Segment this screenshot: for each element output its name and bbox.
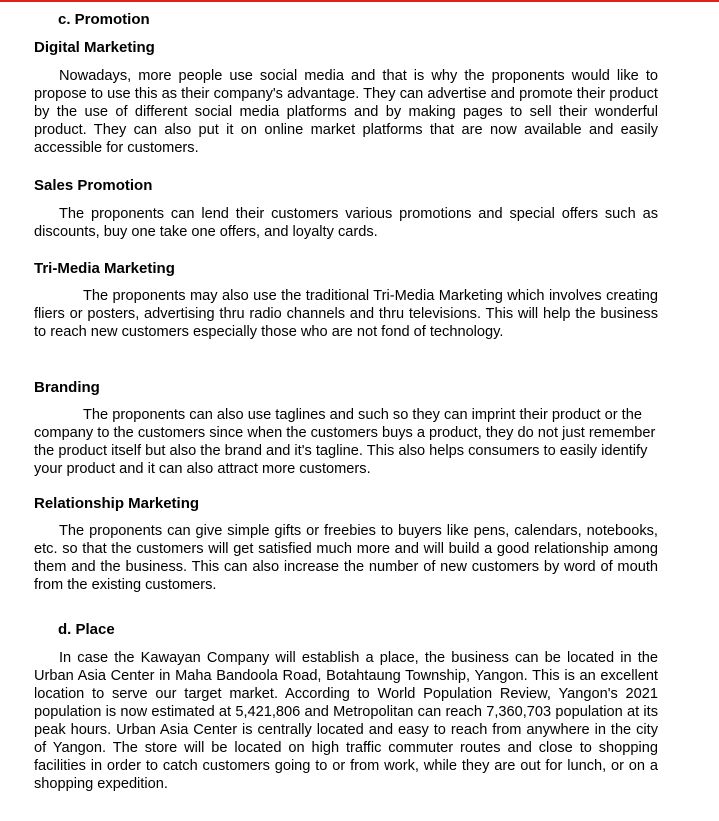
paragraph-relationship-marketing: The proponents can give simple gifts or freebies to buyers like pens, calendars, notebooks, etc. so that the customers will get satisfied much more and will build a good relationship among them and the business. This can also increase the number of new customers by word of mouth from the existing customers.	[34, 523, 658, 593]
heading-sales-promotion: Sales Promotion	[34, 177, 153, 194]
paragraph-branding: The proponents can also use taglines and such so they can imprint their product or the company to the customers since when the customers buys a product, they do not just remember the product itself but also the brand and it's tagline. This also helps consumers to easily identify your product and it can also attract more customers.	[34, 407, 656, 477]
paragraph-place: In case the Kawayan Company will establish a place, the business can be located in the Urban Asia Center in Maha Bandoola Road, Botahtaung Township, Yangon. This is an excellent location to serve our target market. According to World Population Review, Yangon's 2021 population is now estimated at 5,421,806 and Metropolitan can reach 7,360,703 population at its peak hours. Urban Asia Center is centrally located and easy to reach from anywhere in the city of Yangon. The store will be located on high traffic commuter routes and close to shopping facilities in order to catch customers going to or from work, while they are out for lunch, or on a shopping expedition.	[34, 650, 658, 792]
paragraph-digital-marketing: Nowadays, more people use social media and that is why the proponents would like to propose to use this as their company's advantage. They can advertise and promote their product by the use of different social media platforms and by making pages to sell their wonderful product. They can also put it on online market platforms that are now available and easily accessible for customers.	[34, 68, 658, 156]
heading-branding: Branding	[34, 379, 100, 396]
heading-relationship-marketing: Relationship Marketing	[34, 495, 200, 512]
section-title-place: d. Place	[58, 621, 115, 638]
top-red-rule	[0, 0, 719, 2]
paragraph-tri-media-marketing: The proponents may also use the traditional Tri-Media Marketing which involves creating fliers or posters, advertising thru radio channels and thru televisions. This will help the business to reach new customers especially those who are not fond of technology.	[34, 288, 658, 340]
section-title-promotion: c. Promotion	[58, 11, 150, 28]
heading-digital-marketing: Digital Marketing	[34, 39, 155, 56]
heading-tri-media-marketing: Tri-Media Marketing	[34, 260, 175, 277]
paragraph-sales-promotion: The proponents can lend their customers various promotions and special offers such as discounts, buy one take one offers, and loyalty cards.	[34, 206, 658, 240]
